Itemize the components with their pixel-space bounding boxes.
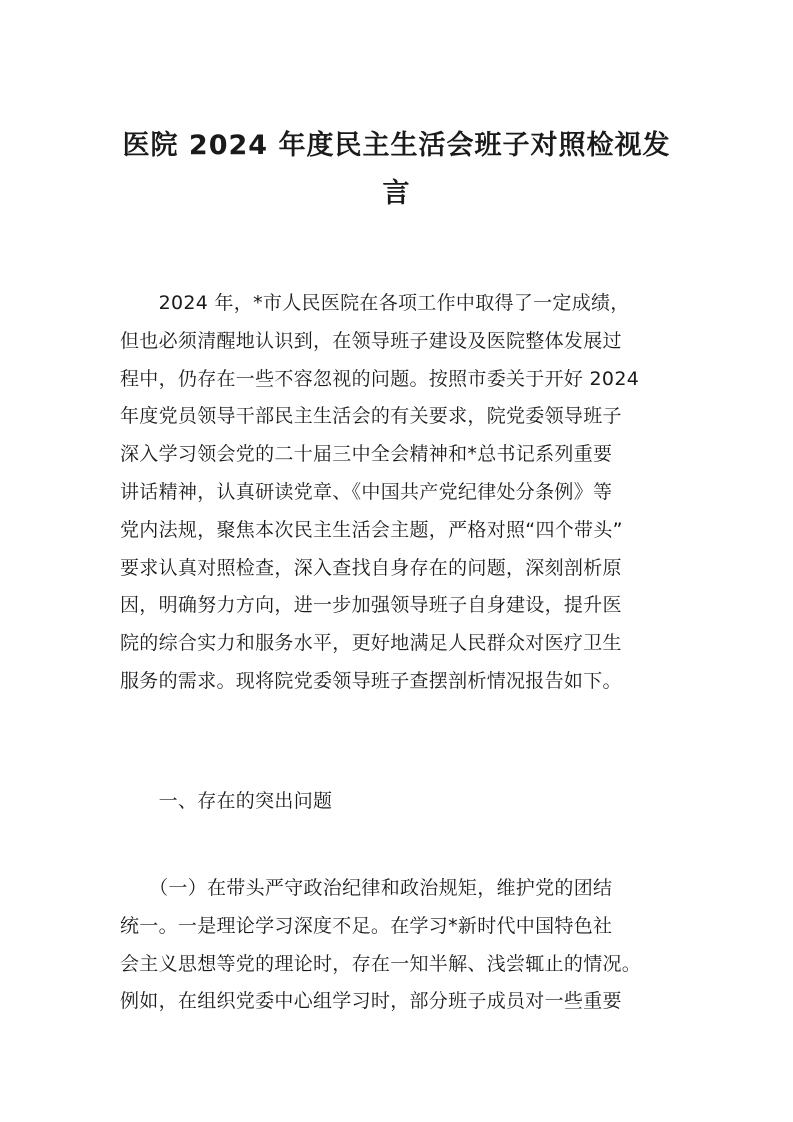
- paragraph-line: 2024 年，*市人民医院在各项工作中取得了一定成绩，: [120, 292, 630, 314]
- paragraph-line: 会主义思想等党的理论时，存在一知半解、浅尝辄止的情况。: [120, 952, 642, 975]
- paragraph-line: 年度党员领导干部民主生活会的有关要求，院党委领导班子: [120, 405, 622, 428]
- paragraph-line: 服务的需求。现将院党委领导班子查摆剖析情况报告如下。: [120, 669, 622, 692]
- title-line: 言: [382, 178, 411, 209]
- section-heading-text: 一、存在的突出问题: [120, 790, 333, 812]
- paragraph-line: 统一。一是理论学习深度不足。在学习*新时代中国特色社: [120, 914, 613, 937]
- paragraph-line: 因，明确努力方向，进一步加强领导班子自身建设，提升医: [120, 594, 622, 617]
- paragraph-line: 例如，在组织党委中心组学习时，部分班子成员对一些重要: [120, 990, 622, 1013]
- paragraph-line: 党内法规，聚焦本次民主生活会主题，严格对照“四个带头”: [120, 518, 623, 541]
- paragraph-line: 院的综合实力和服务水平，更好地满足人民群众对医疗卫生: [120, 632, 622, 655]
- document-title: [100, 122, 693, 218]
- title-line: 医院 2024 年度民主生活会班子对照检视发: [122, 130, 671, 161]
- paragraph-line: 程中，仍存在一些不容忽视的问题。按照市委关于开好 2024: [120, 367, 640, 390]
- paragraph-line: （一）在带头严守政治纪律和政治规矩，维护党的团结: [120, 877, 613, 899]
- paragraph-line: 深入学习领会党的二十届三中全会精神和*总书记系列重要: [120, 443, 613, 466]
- paragraph-line: 讲话精神，认真研读党章、《中国共产党纪律处分条例》等: [120, 480, 613, 503]
- paragraph-line: 但也必须清醒地认识到，在领导班子建设及医院整体发展过: [120, 329, 622, 352]
- paragraph-line: 要求认真对照检查，深入查找自身存在的问题，深刻剖析原: [120, 556, 622, 579]
- section-heading: [120, 783, 676, 821]
- intro-paragraph: [120, 285, 676, 701]
- section-paragraph: [120, 870, 676, 1021]
